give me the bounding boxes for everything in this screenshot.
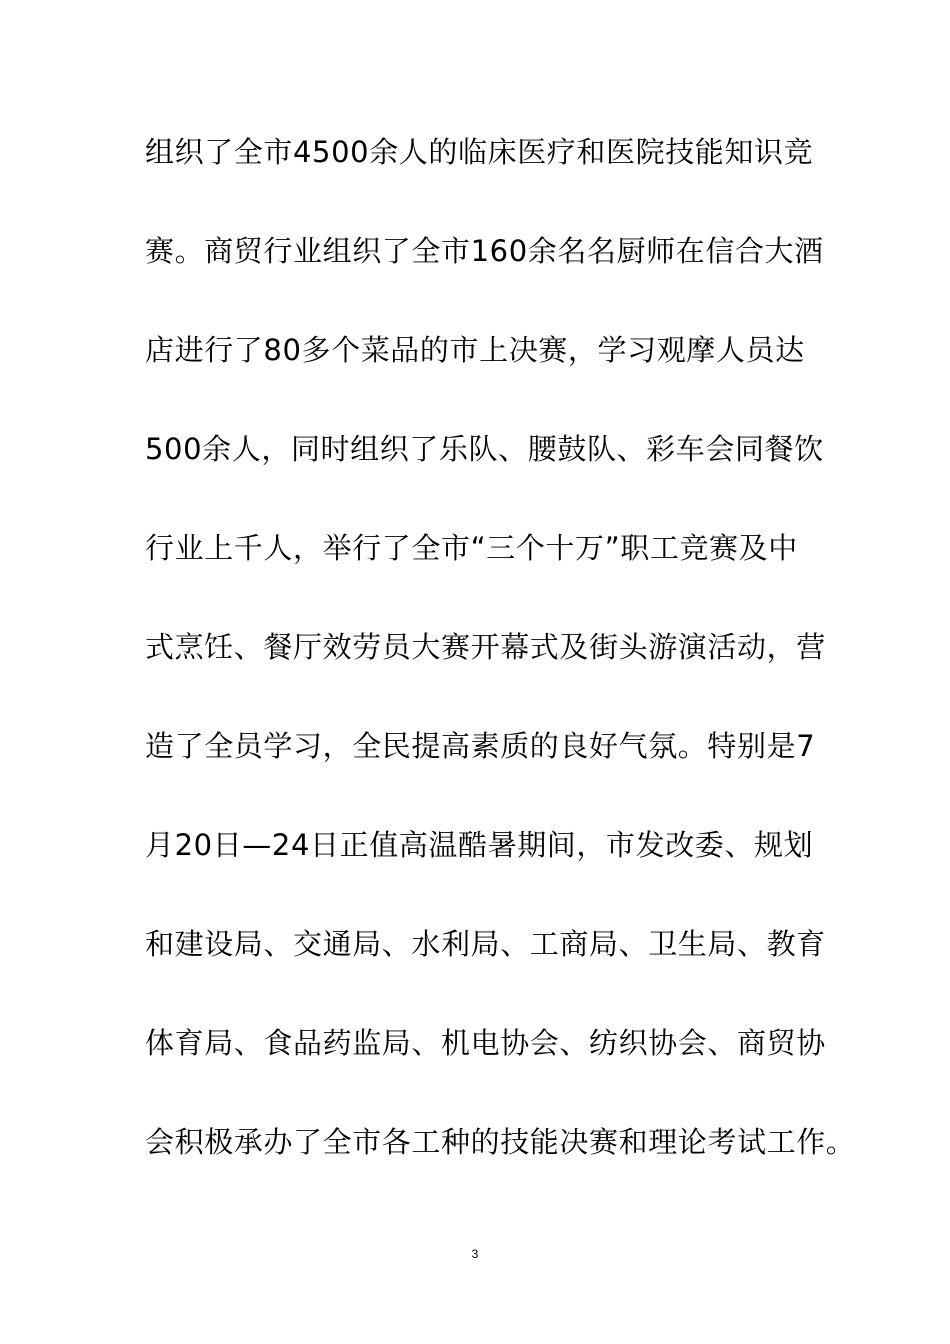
text-line: 组织了全市4500余人的临床医疗和医院技能知识竞 (145, 135, 814, 169)
text-line: 式烹饪、餐厅效劳员大赛开幕式及街头游演活动，营 (145, 630, 826, 664)
text-line: 月20日—24日正值高温酷暑期间，市发改委、规划 (145, 828, 814, 862)
text-line: 体育局、食品药监局、机电协会、纺织协会、商贸协 (145, 1026, 826, 1060)
text-line: 和建设局、交通局、水利局、工商局、卫生局、教育 (145, 927, 826, 961)
text-line: 行业上千人，举行了全市“三个十万”职工竞赛及中 (145, 531, 798, 565)
text-line: 造了全员学习，全民提高素质的良好气氛。特别是7 (145, 729, 816, 763)
body-paragraph (145, 124, 856, 1213)
text-line: 赛。商贸行业组织了全市160余名名厨师在信合大酒 (145, 234, 824, 268)
text-line: 会积极承办了全市各工种的技能决赛和理论考试工作。 (145, 1125, 856, 1159)
page-number: 3 (471, 1247, 479, 1261)
text-line: 500余人，同时组织了乐队、腰鼓队、彩车会同餐饮 (145, 432, 824, 466)
text-line: 店进行了80多个菜品的市上决赛，学习观摩人员达 (145, 333, 805, 367)
